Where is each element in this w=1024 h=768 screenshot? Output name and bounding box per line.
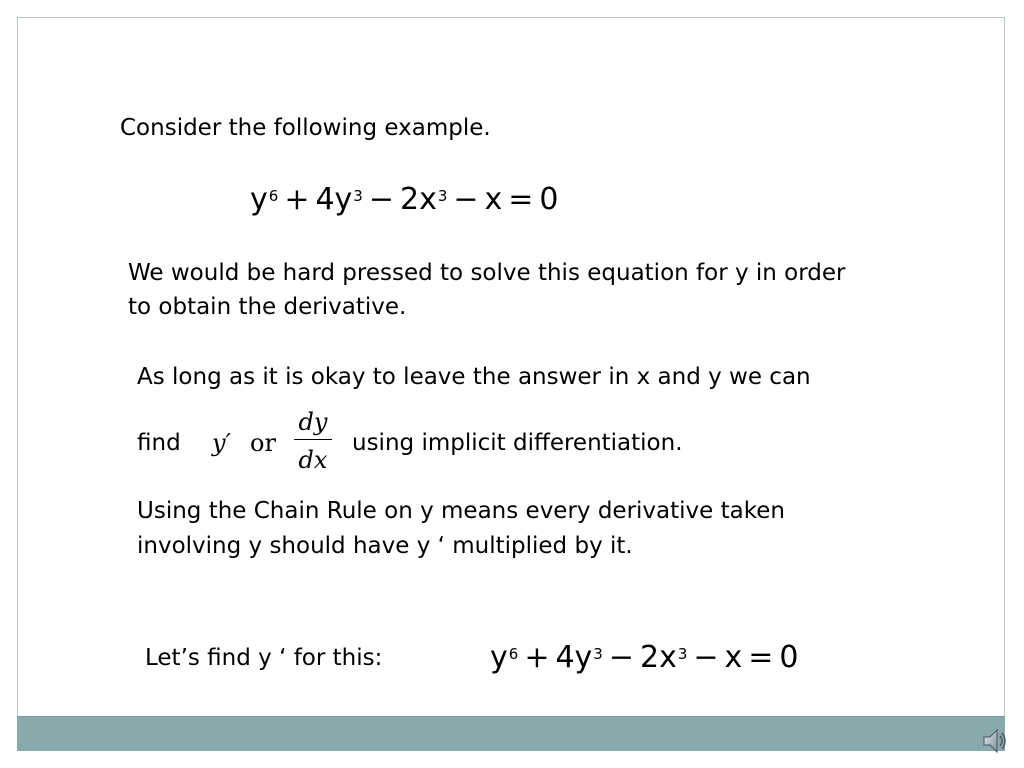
eq2-term3: 2x [639,640,677,675]
eq1-exp2: 3 [353,187,363,205]
speaker-icon[interactable] [980,726,1010,756]
eq2-equals: = [748,640,774,675]
eq2-term4: x [724,640,743,675]
para3-line1: Using the Chain Rule on y means every derivative taken [137,498,785,524]
para1-line1: We would be hard pressed to solve this equation for y in order [128,260,846,286]
eq2-exp3: 3 [677,645,688,663]
eq1-exp1: 6 [268,187,279,205]
or-word: or [250,429,276,457]
eq2-term2: 4y [555,640,593,675]
eq1-rhs: 0 [539,182,559,217]
eq2-minus2: − [693,640,719,675]
equation-1 [250,180,559,220]
para3-line2: involving y should have y ‘ multiplied by it. [137,533,633,559]
fraction-numerator: dy [298,408,328,436]
eq1-plus: + [284,182,310,217]
para2-line1: As long as it is okay to leave the answer in x and y we can [137,364,811,390]
eq1-minus2: − [453,182,479,217]
y-prime: y′ [212,429,232,457]
eq1-term1: y [250,182,268,217]
intro-text: Consider the following example. [120,115,491,141]
eq1-term3: 2x [399,182,437,217]
eq2-exp2: 3 [593,645,603,663]
eq1-term4: x [484,182,503,217]
eq1-equals: = [508,182,534,217]
eq1-term2: 4y [315,182,353,217]
find-word: find [137,430,181,456]
lets-find-text: Let’s find y ‘ for this: [145,645,383,671]
eq2-term1: y [490,640,508,675]
equation-2 [490,638,799,678]
eq2-rhs: 0 [779,640,799,675]
eq1-exp3: 3 [437,187,448,205]
eq1-minus1: − [368,182,394,217]
fraction-denominator: dx [298,446,328,474]
eq2-exp1: 6 [508,645,519,663]
dy-dx-fraction [293,405,333,480]
eq2-minus1: − [608,640,634,675]
para1-line2: to obtain the derivative. [128,294,407,320]
find-tail: using implicit differentiation. [352,430,683,456]
slide-footer-bar [17,716,1005,751]
eq2-plus: + [524,640,550,675]
